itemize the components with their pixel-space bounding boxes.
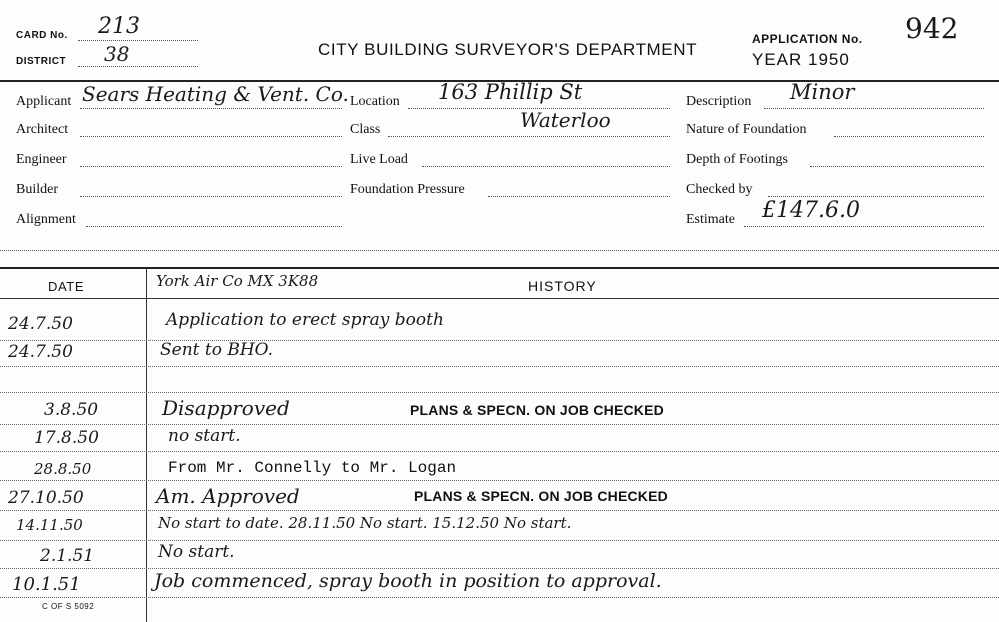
live-load-line bbox=[422, 166, 670, 167]
estimate-line bbox=[744, 226, 984, 227]
row-rule bbox=[0, 480, 999, 481]
entry-date: 3.8.50 bbox=[44, 400, 99, 420]
description-value: Minor bbox=[790, 80, 855, 104]
entry-date: 27.10.50 bbox=[8, 488, 84, 508]
row-rule bbox=[0, 451, 999, 452]
nature-of-foundation-label: Nature of Foundation bbox=[686, 122, 807, 137]
description-line bbox=[764, 108, 984, 109]
row-rule bbox=[0, 568, 999, 569]
entry-date: 14.11.50 bbox=[16, 516, 83, 534]
row-rule bbox=[0, 510, 999, 511]
card-no-line bbox=[78, 40, 198, 41]
entry-date: 2.1.51 bbox=[40, 546, 95, 566]
entry-text: Job commenced, spray booth in position to approval. bbox=[154, 570, 662, 592]
checked-by-label: Checked by bbox=[686, 182, 753, 197]
architect-line bbox=[80, 136, 342, 137]
row-rule bbox=[0, 392, 999, 393]
live-load-label: Live Load bbox=[350, 152, 408, 167]
class-line bbox=[388, 136, 670, 137]
entry-text: Am. Approved bbox=[156, 484, 300, 508]
entry-text: Disapproved bbox=[162, 396, 290, 420]
entry-date: 24.7.50 bbox=[8, 314, 73, 334]
entry-text: no start. bbox=[168, 426, 241, 446]
entry-stamp: PLANS & SPECN. ON JOB CHECKED bbox=[414, 488, 668, 504]
entry-text: No start. bbox=[158, 542, 235, 562]
entry-date: 28.8.50 bbox=[34, 460, 92, 478]
estimate-label: Estimate bbox=[686, 212, 735, 227]
foundation-pressure-label: Foundation Pressure bbox=[350, 182, 465, 197]
foundation-pressure-line bbox=[488, 196, 670, 197]
engineer-label: Engineer bbox=[16, 152, 67, 167]
class-value: Waterloo bbox=[520, 108, 611, 132]
history-header-rule bbox=[0, 298, 999, 299]
checked-by-line bbox=[768, 196, 984, 197]
application-no-value: 942 bbox=[905, 12, 959, 45]
depth-of-footings-label: Depth of Footings bbox=[686, 152, 788, 167]
location-label: Location bbox=[350, 94, 400, 109]
entry-date: 24.7.50 bbox=[8, 342, 73, 362]
district-label: DISTRICT bbox=[16, 56, 67, 67]
history-note: York Air Co MX 3K88 bbox=[156, 272, 319, 290]
entry-text: Application to erect spray booth bbox=[166, 310, 444, 330]
row-rule bbox=[0, 340, 999, 341]
row-rule bbox=[0, 597, 999, 598]
applicant-label: Applicant bbox=[16, 94, 72, 109]
entry-text: From Mr. Connelly to Mr. Logan bbox=[168, 459, 457, 477]
builder-label: Builder bbox=[16, 182, 58, 197]
location-value: 163 Phillip St bbox=[438, 80, 583, 104]
footer-code: C OF S 5092 bbox=[42, 602, 95, 611]
estimate-value: £147.6.0 bbox=[762, 198, 860, 223]
alignment-label: Alignment bbox=[16, 212, 76, 227]
history-top-rule bbox=[0, 267, 999, 269]
application-no-label: APPLICATION No. bbox=[752, 32, 863, 46]
district-line bbox=[78, 66, 198, 67]
district-value: 38 bbox=[104, 42, 130, 66]
card-no-value: 213 bbox=[98, 14, 140, 39]
applicant-value: Sears Heating & Vent. Co. bbox=[82, 82, 349, 106]
entry-text: Sent to BHO. bbox=[160, 340, 274, 360]
date-header: DATE bbox=[48, 279, 85, 294]
depth-of-footings-line bbox=[810, 166, 984, 167]
architect-label: Architect bbox=[16, 122, 69, 137]
entry-date: 10.1.51 bbox=[12, 574, 81, 595]
class-label: Class bbox=[350, 122, 381, 137]
card-no-label: CARD No. bbox=[16, 30, 68, 41]
row-rule bbox=[0, 366, 999, 367]
history-header: HISTORY bbox=[528, 278, 597, 294]
engineer-line bbox=[80, 166, 342, 167]
builder-line bbox=[80, 196, 342, 197]
entry-text: No start to date. 28.11.50 No start. 15.12.50 No start. bbox=[158, 514, 572, 532]
applicant-line bbox=[80, 108, 342, 109]
entry-date: 17.8.50 bbox=[34, 428, 99, 448]
alignment-line bbox=[86, 226, 342, 227]
description-label: Description bbox=[686, 94, 752, 109]
year-label: YEAR 1950 bbox=[752, 50, 850, 69]
row-rule bbox=[0, 424, 999, 425]
nature-of-foundation-line bbox=[834, 136, 984, 137]
department-title: CITY BUILDING SURVEYOR'S DEPARTMENT bbox=[318, 40, 698, 59]
row-rule bbox=[0, 540, 999, 541]
fields-bottom-rule bbox=[0, 250, 999, 251]
entry-stamp: PLANS & SPECN. ON JOB CHECKED bbox=[410, 402, 664, 418]
